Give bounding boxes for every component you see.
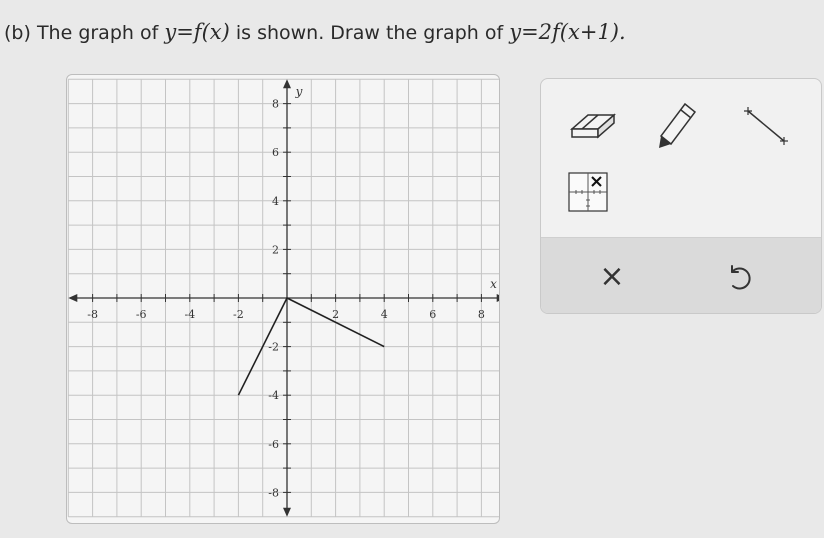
x-tick-label: 6: [429, 308, 437, 321]
question-text: [4, 20, 626, 44]
y-tick-label: -6: [268, 437, 279, 451]
x-tick-label: 2: [332, 308, 340, 321]
y-axis-arrow-down: [283, 508, 291, 517]
undo-button[interactable]: [713, 252, 763, 300]
target-function: y=2f(x+1).: [509, 20, 626, 44]
coordinate-grid[interactable]: [67, 75, 499, 523]
question-text-before: The graph of: [36, 22, 159, 44]
given-function: y=f(x): [164, 20, 230, 44]
line-tool[interactable]: [737, 99, 793, 155]
x-axis-label: x: [490, 277, 497, 291]
x-tick-label: 8: [477, 308, 485, 321]
clear-button[interactable]: ×: [599, 258, 625, 294]
y-tick-label: -4: [268, 389, 279, 403]
action-bar: [541, 237, 821, 314]
eraser-icon: [568, 109, 618, 141]
line-segment-icon: [740, 105, 790, 149]
x-tick-label: 4: [380, 308, 388, 321]
graph-panel[interactable]: [66, 74, 500, 524]
x-tick-label: -2: [233, 308, 244, 321]
y-tick-label: 4: [272, 194, 279, 208]
y-tick-label: 6: [272, 146, 279, 160]
pencil-tool[interactable]: [649, 97, 705, 153]
y-tick-label: -2: [268, 340, 279, 354]
x-tick-label: -6: [135, 308, 147, 321]
pencil-icon: [655, 100, 699, 150]
plot-point-icon: [568, 172, 608, 212]
y-tick-label: 2: [272, 243, 279, 257]
tool-panel: [540, 78, 822, 314]
y-tick-label: 8: [272, 97, 279, 111]
y-axis-arrow-up: [283, 79, 291, 88]
x-axis-arrow-right: [497, 294, 499, 302]
undo-icon: [723, 260, 753, 292]
y-tick-label: -8: [268, 486, 279, 500]
x-tick-label: -4: [184, 308, 196, 321]
x-tick-label: -8: [87, 308, 98, 321]
point-tool[interactable]: [563, 169, 613, 215]
question-part: (b): [4, 22, 31, 44]
question-text-middle: is shown. Draw the graph of: [235, 22, 504, 44]
eraser-tool[interactable]: [565, 103, 621, 147]
y-axis-label: y: [295, 84, 303, 99]
x-axis-arrow-left: [68, 294, 77, 302]
